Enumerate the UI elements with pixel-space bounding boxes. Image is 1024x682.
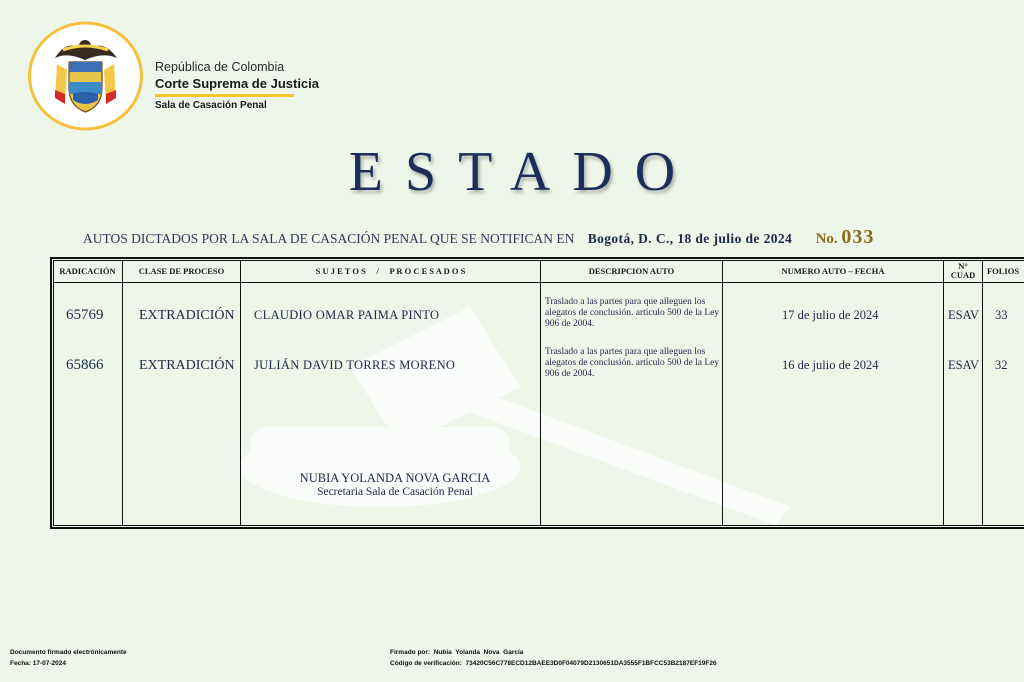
row-1-descripcion: Traslado a las partes para que alleguen los alegatos de conclusión. artículo 500 de la Ley 906 de 2004. (545, 297, 720, 329)
header-descripcion: DESCRIPCION AUTO (588, 266, 675, 276)
republic-label: República de Colombia (155, 60, 285, 74)
secretary-role: Secretaria Sala de Casación Penal (317, 486, 473, 498)
row-2-cuad: ESAV (948, 358, 980, 372)
row-2-descripcion: Traslado a las partes para que alleguen los alegatos de conclusión. artículo 500 de la Ley 906 de 2004. (545, 347, 720, 379)
state-number-value: 033 (841, 226, 875, 248)
header-divider-line (53, 282, 1024, 283)
header-divider (155, 94, 294, 97)
row-1-sujeto: CLAUDIO OMAR PAIMA PINTO (254, 308, 440, 322)
column-divider (240, 260, 241, 526)
header-folios: FOLIOS (986, 266, 1020, 276)
footer-signed-by: Firmado por: Nubia Yolanda Nova García (390, 649, 524, 656)
header-radicacion: RADICACIÓN (59, 266, 116, 276)
row-2-sujeto: JULIÁN DAVID TORRES MORENO (254, 358, 456, 372)
state-number (815, 226, 875, 248)
column-divider (943, 260, 944, 526)
place-date: Bogotá, D. C., 18 de julio de 2024 (587, 231, 793, 246)
state-number-label: No. (815, 231, 838, 247)
row-2-radicacion: 65866 (66, 357, 104, 373)
notification-text: AUTOS DICTADOS POR LA SALA DE CASACIÓN PENAL QUE SE NOTIFICAN EN (83, 231, 575, 246)
column-divider (122, 260, 123, 526)
row-1-clase: EXTRADICIÓN (139, 308, 235, 323)
document-title: ESTADO (348, 141, 698, 203)
header-numero-fecha: NUMERO AUTO – FECHA (781, 266, 885, 276)
row-2-clase: EXTRADICIÓN (139, 358, 235, 373)
footer-date: Fecha: 17-07-2024 (10, 660, 67, 667)
row-1-fecha: 17 de julio de 2024 (782, 308, 879, 322)
row-1-folios: 33 (995, 308, 1008, 322)
header-cuad (944, 260, 982, 284)
chamber-name: Sala de Casación Penal (155, 100, 267, 111)
row-1-cuad: ESAV (948, 308, 980, 322)
coat-of-arms-seal (27, 20, 144, 132)
secretary-name: NUBIA YOLANDA NOVA GARCIA (299, 471, 491, 485)
header-clase: CLASE DE PROCESO (138, 266, 225, 276)
footer-verification-code: Código de verificación: 73420C56C778ECD12BAEE3D0F04079D2130651DA3555F1BFCC53B2187EF19F26 (390, 660, 717, 667)
secretary-signature-block (250, 471, 540, 498)
header-cuad-bottom: CUAD (950, 270, 976, 280)
header-sujetos: S U J E T O S / P R O C E S A D O S (315, 266, 466, 276)
notification-line (83, 226, 874, 249)
court-name: Corte Suprema de Justicia (155, 76, 319, 91)
column-divider (982, 260, 983, 526)
row-2-fecha: 16 de julio de 2024 (782, 358, 879, 372)
column-divider (540, 260, 541, 526)
row-1-radicacion: 65769 (66, 307, 104, 323)
header-cuad-top: N° (958, 261, 968, 271)
footer-signed-electronically: Documento firmado electrónicamente (10, 649, 127, 656)
row-2-folios: 32 (995, 358, 1008, 372)
